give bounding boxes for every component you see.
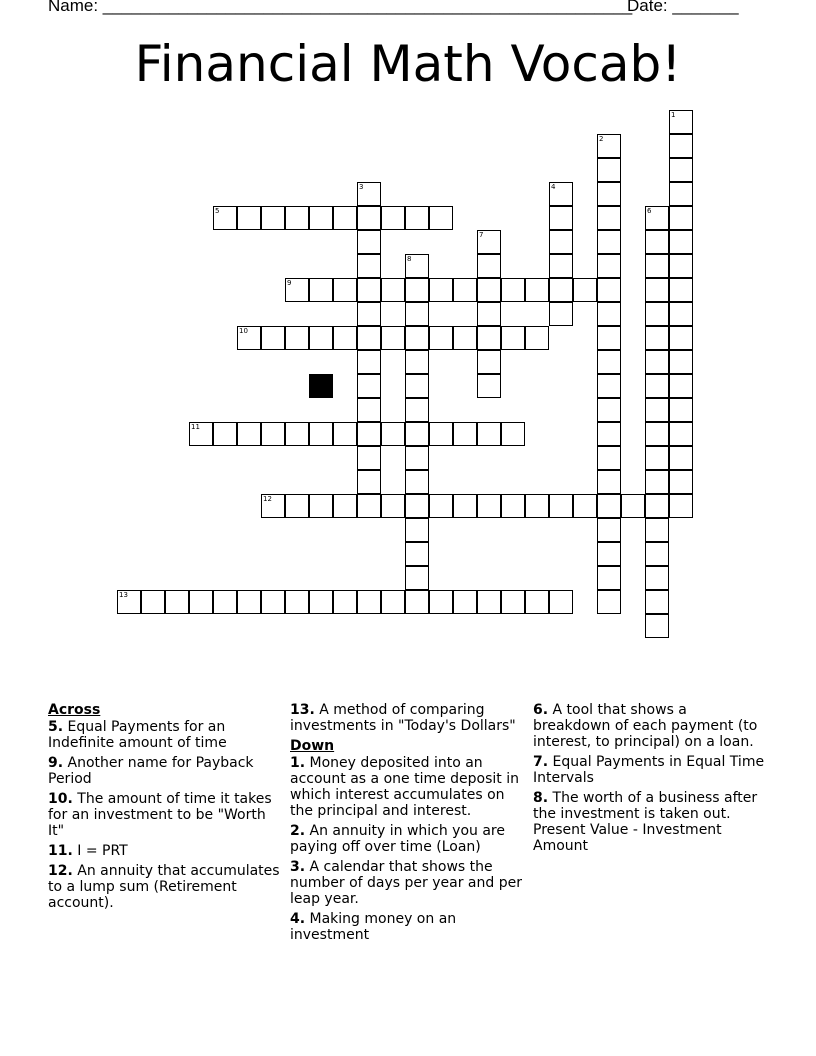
clue-text: Money deposited into an account as a one time deposit in which interest accumulates on the principal and interest. bbox=[290, 755, 519, 819]
grid-cell[interactable] bbox=[645, 278, 669, 302]
grid-cell[interactable] bbox=[405, 206, 429, 230]
grid-cell[interactable] bbox=[453, 494, 477, 518]
grid-cell[interactable] bbox=[645, 230, 669, 254]
grid-cell[interactable] bbox=[405, 326, 429, 350]
date-field-label: Date: _______ bbox=[627, 0, 739, 15]
grid-cell[interactable] bbox=[645, 398, 669, 422]
grid-cell[interactable] bbox=[309, 326, 333, 350]
clue-text: A method of comparing investments in "Today's Dollars" bbox=[290, 702, 516, 734]
grid-cell[interactable] bbox=[405, 590, 429, 614]
grid-cell[interactable] bbox=[597, 134, 621, 158]
clue-text: The amount of time it takes for an investment to be "Worth It" bbox=[48, 791, 272, 839]
grid-cell[interactable] bbox=[669, 278, 693, 302]
grid-cell[interactable] bbox=[309, 494, 333, 518]
grid-cell[interactable] bbox=[645, 350, 669, 374]
grid-cell[interactable] bbox=[645, 470, 669, 494]
grid-cell[interactable] bbox=[669, 422, 693, 446]
grid-cell[interactable] bbox=[645, 326, 669, 350]
grid-cell[interactable] bbox=[525, 590, 549, 614]
grid-cell[interactable] bbox=[645, 374, 669, 398]
grid-cell[interactable] bbox=[213, 590, 237, 614]
grid-cell[interactable] bbox=[669, 470, 693, 494]
grid-cell[interactable] bbox=[333, 278, 357, 302]
grid-cell[interactable] bbox=[645, 614, 669, 638]
grid-cell[interactable] bbox=[381, 422, 405, 446]
clues-column-2 bbox=[290, 702, 522, 947]
grid-cell[interactable] bbox=[597, 230, 621, 254]
clue-text: Another name for Payback Period bbox=[48, 755, 254, 787]
grid-cell[interactable] bbox=[309, 206, 333, 230]
clue-number: 6. bbox=[533, 702, 549, 718]
grid-cell[interactable] bbox=[453, 422, 477, 446]
grid-cell[interactable] bbox=[405, 446, 429, 470]
grid-cell[interactable] bbox=[381, 206, 405, 230]
grid-cell[interactable] bbox=[549, 206, 573, 230]
clue-text: A calendar that shows the number of days per year and per leap year. bbox=[290, 859, 522, 907]
grid-cell[interactable] bbox=[645, 566, 669, 590]
grid-cell[interactable] bbox=[285, 494, 309, 518]
grid-cell[interactable] bbox=[405, 422, 429, 446]
grid-cell[interactable] bbox=[429, 326, 453, 350]
across-heading: Across bbox=[48, 702, 101, 718]
clue-number: 1. bbox=[290, 755, 306, 771]
grid-cell[interactable] bbox=[429, 422, 453, 446]
clue-down-8 bbox=[533, 790, 765, 854]
grid-cell[interactable] bbox=[285, 326, 309, 350]
grid-cell[interactable] bbox=[333, 326, 357, 350]
grid-cell[interactable] bbox=[645, 254, 669, 278]
grid-cell[interactable] bbox=[405, 470, 429, 494]
grid-cell[interactable] bbox=[597, 542, 621, 566]
grid-cell[interactable] bbox=[549, 302, 573, 326]
grid-block bbox=[309, 374, 333, 398]
grid-cell[interactable] bbox=[381, 278, 405, 302]
grid-cell[interactable] bbox=[645, 542, 669, 566]
grid-cell[interactable] bbox=[261, 494, 285, 518]
grid-cell[interactable] bbox=[309, 422, 333, 446]
grid-cell[interactable] bbox=[597, 446, 621, 470]
grid-cell[interactable] bbox=[597, 278, 621, 302]
grid-cell[interactable] bbox=[669, 350, 693, 374]
grid-cell[interactable] bbox=[669, 182, 693, 206]
grid-cell[interactable] bbox=[549, 278, 573, 302]
grid-cell[interactable] bbox=[405, 350, 429, 374]
grid-cell[interactable] bbox=[669, 158, 693, 182]
grid-cell[interactable] bbox=[429, 590, 453, 614]
grid-cell[interactable] bbox=[357, 254, 381, 278]
cell-number: 5 bbox=[215, 207, 220, 215]
clue-text: The worth of a business after the investment is taken out. Present Value - Investment Amount bbox=[533, 790, 758, 854]
grid-cell[interactable] bbox=[333, 494, 357, 518]
grid-cell[interactable] bbox=[669, 374, 693, 398]
grid-cell[interactable] bbox=[141, 590, 165, 614]
grid-cell[interactable] bbox=[357, 446, 381, 470]
grid-cell[interactable] bbox=[645, 302, 669, 326]
grid-cell[interactable] bbox=[405, 398, 429, 422]
grid-cell[interactable] bbox=[669, 494, 693, 518]
clue-text: An annuity in which you are paying off over time (Loan) bbox=[290, 823, 505, 855]
grid-cell[interactable] bbox=[477, 326, 501, 350]
grid-cell[interactable] bbox=[261, 326, 285, 350]
clue-down-3 bbox=[290, 859, 522, 907]
clue-number: 3. bbox=[290, 859, 306, 875]
grid-cell[interactable] bbox=[669, 302, 693, 326]
grid-cell[interactable] bbox=[213, 206, 237, 230]
clue-number: 10. bbox=[48, 791, 73, 807]
grid-cell[interactable] bbox=[429, 278, 453, 302]
grid-cell[interactable] bbox=[189, 590, 213, 614]
clue-down-1 bbox=[290, 755, 522, 819]
grid-cell[interactable] bbox=[549, 494, 573, 518]
grid-cell[interactable] bbox=[477, 422, 501, 446]
grid-cell[interactable] bbox=[669, 230, 693, 254]
clue-across-13 bbox=[290, 702, 522, 734]
clue-number: 11. bbox=[48, 843, 73, 859]
grid-cell[interactable] bbox=[237, 422, 261, 446]
grid-cell[interactable] bbox=[645, 422, 669, 446]
clue-number: 5. bbox=[48, 719, 64, 735]
grid-cell[interactable] bbox=[309, 278, 333, 302]
grid-cell[interactable] bbox=[597, 254, 621, 278]
grid-cell[interactable] bbox=[549, 182, 573, 206]
clue-down-6 bbox=[533, 702, 765, 750]
grid-cell[interactable] bbox=[333, 590, 357, 614]
grid-cell[interactable] bbox=[381, 494, 405, 518]
grid-cell[interactable] bbox=[429, 206, 453, 230]
clue-number: 12. bbox=[48, 863, 73, 879]
cell-number: 4 bbox=[551, 183, 556, 191]
grid-cell[interactable] bbox=[597, 158, 621, 182]
clue-across-5 bbox=[48, 719, 280, 751]
grid-cell[interactable] bbox=[357, 494, 381, 518]
grid-cell[interactable] bbox=[477, 230, 501, 254]
grid-cell[interactable] bbox=[501, 326, 525, 350]
grid-cell[interactable] bbox=[669, 254, 693, 278]
grid-cell[interactable] bbox=[597, 422, 621, 446]
grid-cell[interactable] bbox=[597, 518, 621, 542]
grid-cell[interactable] bbox=[405, 302, 429, 326]
cell-number: 1 bbox=[671, 111, 676, 119]
grid-cell[interactable] bbox=[645, 494, 669, 518]
grid-cell[interactable] bbox=[669, 398, 693, 422]
grid-cell[interactable] bbox=[645, 590, 669, 614]
grid-cell[interactable] bbox=[549, 230, 573, 254]
down-heading: Down bbox=[290, 738, 335, 754]
grid-cell[interactable] bbox=[237, 206, 261, 230]
grid-cell[interactable] bbox=[261, 422, 285, 446]
grid-cell[interactable] bbox=[453, 278, 477, 302]
grid-cell[interactable] bbox=[189, 422, 213, 446]
cell-number: 6 bbox=[647, 207, 652, 215]
grid-cell[interactable] bbox=[357, 206, 381, 230]
clue-down-7 bbox=[533, 754, 765, 786]
grid-cell[interactable] bbox=[621, 494, 645, 518]
grid-cell[interactable] bbox=[333, 206, 357, 230]
grid-cell[interactable] bbox=[597, 374, 621, 398]
grid-cell[interactable] bbox=[597, 398, 621, 422]
grid-cell[interactable] bbox=[645, 446, 669, 470]
grid-cell[interactable] bbox=[165, 590, 189, 614]
grid-cell[interactable] bbox=[357, 182, 381, 206]
name-field-label: Name: ________________________________________________________ bbox=[48, 0, 633, 15]
grid-cell[interactable] bbox=[237, 590, 261, 614]
grid-cell[interactable] bbox=[501, 590, 525, 614]
grid-cell[interactable] bbox=[549, 254, 573, 278]
grid-cell[interactable] bbox=[477, 374, 501, 398]
clue-down-2 bbox=[290, 823, 522, 855]
grid-cell[interactable] bbox=[357, 278, 381, 302]
grid-cell[interactable] bbox=[357, 302, 381, 326]
grid-cell[interactable] bbox=[477, 278, 501, 302]
clue-text: I = PRT bbox=[72, 843, 128, 859]
grid-cell[interactable] bbox=[237, 326, 261, 350]
clue-down-4 bbox=[290, 911, 522, 943]
grid-cell[interactable] bbox=[645, 206, 669, 230]
grid-cell[interactable] bbox=[357, 374, 381, 398]
clue-number: 4. bbox=[290, 911, 306, 927]
clue-across-9 bbox=[48, 755, 280, 787]
grid-cell[interactable] bbox=[405, 518, 429, 542]
clues-column-3 bbox=[533, 702, 765, 858]
grid-cell[interactable] bbox=[477, 494, 501, 518]
grid-cell[interactable] bbox=[477, 590, 501, 614]
grid-cell[interactable] bbox=[669, 206, 693, 230]
grid-cell[interactable] bbox=[285, 206, 309, 230]
grid-cell[interactable] bbox=[381, 590, 405, 614]
grid-cell[interactable] bbox=[597, 590, 621, 614]
clue-text: Equal Payments for an Indefinite amount of time bbox=[48, 719, 227, 751]
clue-number: 7. bbox=[533, 754, 549, 770]
grid-cell[interactable] bbox=[477, 254, 501, 278]
cell-number: 11 bbox=[191, 423, 200, 431]
grid-cell[interactable] bbox=[645, 518, 669, 542]
cell-number: 10 bbox=[239, 327, 248, 335]
clues-column-1 bbox=[48, 702, 280, 915]
grid-cell[interactable] bbox=[669, 134, 693, 158]
grid-cell[interactable] bbox=[381, 326, 405, 350]
clue-text: An annuity that accumulates to a lump sum (Retirement account). bbox=[48, 863, 280, 911]
grid-cell[interactable] bbox=[285, 590, 309, 614]
clue-across-11 bbox=[48, 843, 280, 859]
grid-cell[interactable] bbox=[525, 278, 549, 302]
grid-cell[interactable] bbox=[597, 566, 621, 590]
clue-number: 2. bbox=[290, 823, 306, 839]
grid-cell[interactable] bbox=[597, 494, 621, 518]
grid-cell[interactable] bbox=[573, 278, 597, 302]
grid-cell[interactable] bbox=[357, 422, 381, 446]
grid-cell[interactable] bbox=[261, 206, 285, 230]
cell-number: 9 bbox=[287, 279, 292, 287]
clue-across-10 bbox=[48, 791, 280, 839]
grid-cell[interactable] bbox=[309, 590, 333, 614]
grid-cell[interactable] bbox=[573, 494, 597, 518]
grid-cell[interactable] bbox=[669, 326, 693, 350]
grid-cell[interactable] bbox=[213, 422, 237, 446]
clue-across-12 bbox=[48, 863, 280, 911]
grid-cell[interactable] bbox=[453, 326, 477, 350]
grid-cell[interactable] bbox=[405, 254, 429, 278]
grid-cell[interactable] bbox=[501, 278, 525, 302]
grid-cell[interactable] bbox=[597, 182, 621, 206]
grid-cell[interactable] bbox=[525, 326, 549, 350]
grid-cell[interactable] bbox=[549, 590, 573, 614]
grid-cell[interactable] bbox=[597, 326, 621, 350]
cell-number: 3 bbox=[359, 183, 364, 191]
grid-cell[interactable] bbox=[597, 470, 621, 494]
clue-text: A tool that shows a breakdown of each payment (to interest, to principal) on a loan. bbox=[533, 702, 758, 750]
grid-cell[interactable] bbox=[261, 590, 285, 614]
clue-number: 13. bbox=[290, 702, 315, 718]
clue-number: 8. bbox=[533, 790, 549, 806]
grid-cell[interactable] bbox=[597, 350, 621, 374]
grid-cell[interactable] bbox=[597, 206, 621, 230]
grid-cell[interactable] bbox=[477, 350, 501, 374]
clue-number: 9. bbox=[48, 755, 64, 771]
cell-number: 13 bbox=[119, 591, 128, 599]
page-title: Financial Math Vocab! bbox=[134, 35, 682, 93]
grid-cell[interactable] bbox=[117, 590, 141, 614]
grid-cell[interactable] bbox=[333, 422, 357, 446]
grid-cell[interactable] bbox=[405, 566, 429, 590]
cell-number: 12 bbox=[263, 495, 272, 503]
grid-cell[interactable] bbox=[405, 374, 429, 398]
grid-cell[interactable] bbox=[357, 590, 381, 614]
grid-cell[interactable] bbox=[357, 230, 381, 254]
grid-cell[interactable] bbox=[405, 278, 429, 302]
cell-number: 7 bbox=[479, 231, 484, 239]
grid-cell[interactable] bbox=[285, 422, 309, 446]
grid-cell[interactable] bbox=[669, 446, 693, 470]
grid-cell[interactable] bbox=[501, 422, 525, 446]
grid-cell[interactable] bbox=[669, 110, 693, 134]
clue-text: Equal Payments in Equal Time Intervals bbox=[533, 754, 765, 786]
grid-cell[interactable] bbox=[357, 470, 381, 494]
grid-cell[interactable] bbox=[357, 398, 381, 422]
grid-cell[interactable] bbox=[501, 494, 525, 518]
grid-cell[interactable] bbox=[285, 278, 309, 302]
grid-cell[interactable] bbox=[597, 302, 621, 326]
grid-cell[interactable] bbox=[525, 494, 549, 518]
clue-text: Making money on an investment bbox=[290, 911, 457, 943]
grid-cell[interactable] bbox=[357, 350, 381, 374]
grid-cell[interactable] bbox=[405, 542, 429, 566]
grid-cell[interactable] bbox=[453, 590, 477, 614]
grid-cell[interactable] bbox=[477, 302, 501, 326]
cell-number: 2 bbox=[599, 135, 604, 143]
cell-number: 8 bbox=[407, 255, 412, 263]
grid-cell[interactable] bbox=[429, 494, 453, 518]
grid-cell[interactable] bbox=[357, 326, 381, 350]
grid-cell[interactable] bbox=[405, 494, 429, 518]
